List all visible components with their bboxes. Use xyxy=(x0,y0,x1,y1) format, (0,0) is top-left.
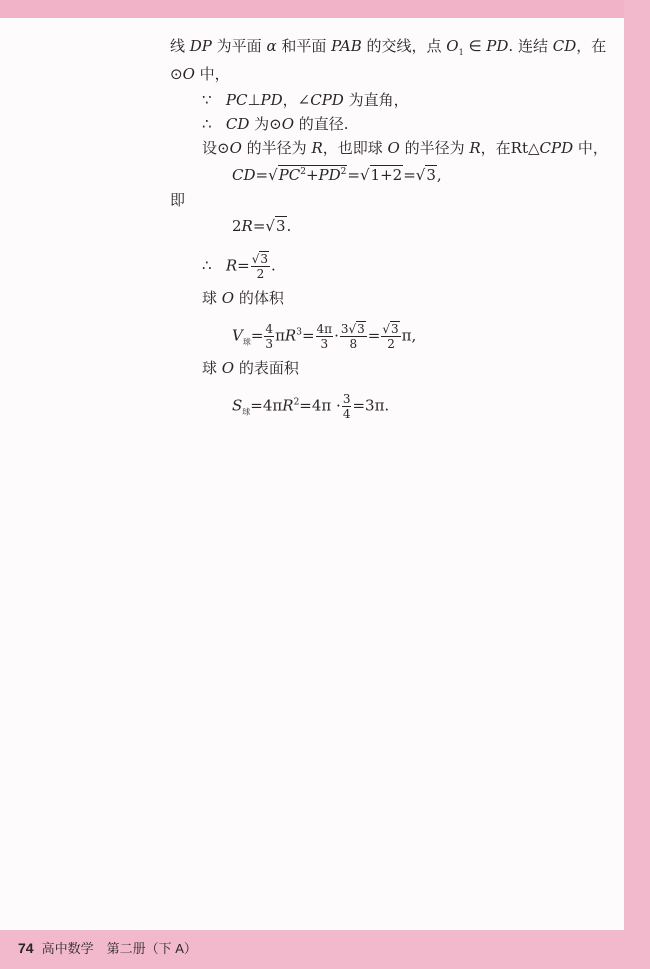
because-line: ∵ PC⊥PD，∠CPD 为直角， xyxy=(202,91,409,109)
equation-2r: 2R=√3. xyxy=(232,217,292,235)
text-line-1: 线 DP 为平面 α 和平面 PAB 的交线，点 $O_1$ ∈ PD. 连结 CD，在 xyxy=(170,37,607,57)
therefore-symbol: ∴ xyxy=(202,115,212,133)
therefore-line-1: ∴ CD 为⊙O 的直径. xyxy=(202,115,349,133)
book-title: 高中数学 第二册（下 A） xyxy=(41,941,197,956)
text-line-2: ⊙O 中， xyxy=(170,65,230,83)
text-line-5: 设⊙O 的半径为 R，也即球 O 的半径为 R，在Rt△CPD 中， xyxy=(202,139,608,157)
equation-cd: $CD=√PC^2+PD^2=√1+2=√3$, xyxy=(232,166,442,184)
because-symbol: ∵ xyxy=(202,91,212,109)
page-footer xyxy=(18,938,197,957)
equation-surface-area: $S_球=4\pi R^2=4\pi$ · $\frac{3}{4}$ =3π. xyxy=(232,392,390,421)
right-border xyxy=(624,0,650,969)
text-ji: 即 xyxy=(170,191,186,209)
equation-r: ∴ R= $\frac{√3}{2}$ . xyxy=(202,252,276,281)
text-volume: 球 O 的体积 xyxy=(202,289,284,307)
text-surface-area: 球 O 的表面积 xyxy=(202,359,299,377)
page-number: 74 xyxy=(18,940,34,956)
top-border xyxy=(0,0,650,18)
equation-volume: $V_球=$ $\frac{4}{3}$ $\pi R^3=$ $\frac{4\pi}{3}$ · $\frac{3√3}{8}$ = $\frac{√3}{2}$ π, xyxy=(232,322,417,351)
